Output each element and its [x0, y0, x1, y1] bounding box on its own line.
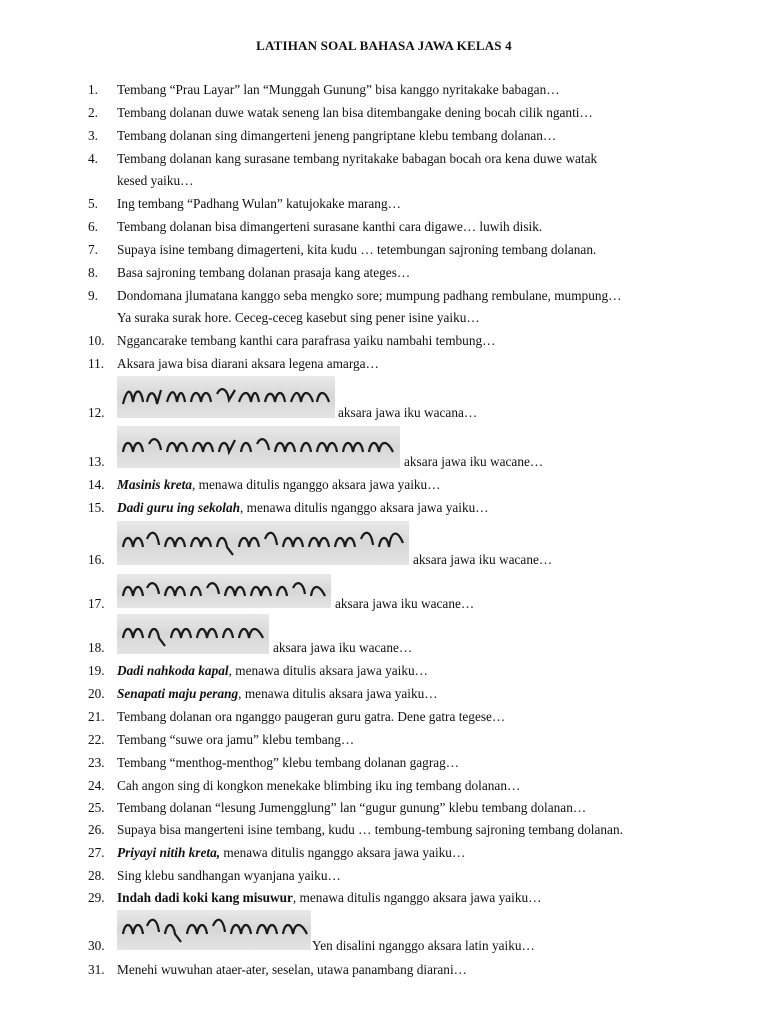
item-text: Tembang dolanan duwe watak seneng lan bisa ditembangake dening bocah cilik nganti…: [117, 105, 593, 120]
item-number: 2.: [88, 105, 98, 120]
item-number: 11.: [88, 356, 105, 371]
item-number: 31.: [88, 962, 105, 977]
item-number: 17.: [88, 596, 105, 611]
item-keyword: Dadi guru ing sekolah: [117, 500, 241, 515]
item-number: 9.: [88, 288, 98, 303]
item-number: 5.: [88, 196, 98, 211]
javanese-script-image: [117, 910, 311, 950]
item-text-continuation: kesed yaiku…: [117, 173, 194, 188]
item-text: , menawa ditulis aksara jawa yaiku…: [238, 686, 438, 701]
item-text: , menawa ditulis aksara jawa yaiku…: [228, 663, 428, 678]
item-text-continuation: Ya suraka surak hore. Ceceg-ceceg kasebut sing pener isine yaiku…: [117, 310, 480, 325]
item-text: menawa ditulis nganggo aksara jawa yaiku…: [220, 845, 466, 860]
item-number: 6.: [88, 219, 98, 234]
item-text: aksara jawa iku wacane…: [404, 454, 544, 469]
javanese-script-image: [117, 574, 331, 608]
item-text: Supaya bisa mangerteni isine tembang, kudu … tembung-tembung sajroning tembang dolanan.: [117, 822, 623, 837]
item-number: 1.: [88, 82, 98, 97]
item-text: , menawa ditulis nganggo aksara jawa yaiku…: [292, 890, 542, 905]
item-text: Tembang “Prau Layar” lan “Munggah Gunung” bisa kanggo nyritakake babagan…: [117, 82, 560, 97]
item-text: Tembang “menthog-menthog” klebu tembang dolanan gagrag…: [117, 755, 460, 770]
item-text: Nggancarake tembang kanthi cara parafrasa yaiku nambahi tembung…: [117, 333, 496, 348]
item-number: 18.: [88, 640, 105, 655]
item-text: Tembang “suwe ora jamu” klebu tembang…: [117, 732, 355, 747]
item-number: 19.: [88, 663, 105, 678]
item-text: aksara jawa iku wacana…: [338, 405, 478, 420]
item-keyword: Indah dadi koki kang misuwur: [117, 890, 293, 905]
item-text: aksara jawa iku wacane…: [273, 640, 413, 655]
item-number: 22.: [88, 732, 105, 747]
item-text: Menehi wuwuhan ataer-ater, seselan, utawa panambang diarani…: [117, 962, 467, 977]
item-text: Tembang dolanan bisa dimangerteni surasane kanthi cara digawe… luwih disik.: [117, 219, 543, 234]
item-number: 27.: [88, 845, 105, 860]
item-text: Aksara jawa bisa diarani aksara legena amarga…: [117, 356, 379, 371]
item-text: Cah angon sing di kongkon menekake blimbing iku ing tembang dolanan…: [117, 778, 521, 793]
item-text: Tembang dolanan kang surasane tembang nyritakake babagan bocah ora kena duwe watak: [117, 151, 598, 166]
item-number: 30.: [88, 938, 105, 953]
item-number: 3.: [88, 128, 98, 143]
item-text: Dondomana jlumatana kanggo seba mengko sore; mumpung padhang rembulane, mumpung…: [117, 288, 622, 303]
item-text: Basa sajroning tembang dolanan prasaja kang ateges…: [117, 265, 411, 280]
item-number: 24.: [88, 778, 105, 793]
javanese-script-image: [117, 521, 409, 565]
item-number: 12.: [88, 405, 105, 420]
item-text: Tembang dolanan sing dimangerteni jeneng pangriptane klebu tembang dolanan…: [117, 128, 557, 143]
item-keyword: Dadi nahkoda kapal: [117, 663, 229, 678]
item-text: aksara jawa iku wacane…: [335, 596, 475, 611]
page-title: LATIHAN SOAL BAHASA JAWA KELAS 4: [256, 38, 512, 53]
item-number: 8.: [88, 265, 98, 280]
item-keyword: Masinis kreta: [117, 477, 192, 492]
item-number: 14.: [88, 477, 105, 492]
item-number: 16.: [88, 552, 105, 567]
item-text: Sing klebu sandhangan wyanjana yaiku…: [117, 868, 341, 883]
item-text: Tembang dolanan “lesung Jumengglung” lan “gugur gunung” klebu tembang dolanan…: [117, 800, 587, 815]
item-text: aksara jawa iku wacane…: [413, 552, 553, 567]
item-number: 28.: [88, 868, 105, 883]
item-text: Yen disalini nganggo aksara latin yaiku…: [312, 938, 535, 953]
item-number: 13.: [88, 454, 105, 469]
item-keyword: Senapati maju perang: [117, 686, 239, 701]
item-text: Ing tembang “Padhang Wulan” katujokake marang…: [117, 196, 401, 211]
item-number: 4.: [88, 151, 98, 166]
item-text: , menawa ditulis nganggo aksara jawa yaiku…: [240, 500, 489, 515]
item-number: 26.: [88, 822, 105, 837]
item-number: 20.: [88, 686, 105, 701]
item-number: 15.: [88, 500, 105, 515]
item-number: 25.: [88, 800, 105, 815]
item-number: 21.: [88, 709, 105, 724]
item-number: 23.: [88, 755, 105, 770]
item-number: 29.: [88, 890, 105, 905]
javanese-script-image: [117, 614, 269, 654]
item-number: 10.: [88, 333, 105, 348]
item-text: Tembang dolanan ora nganggo paugeran guru gatra. Dene gatra tegese…: [117, 709, 506, 724]
item-text: Supaya isine tembang dimagerteni, kita kudu … tetembungan sajroning tembang dolanan.: [117, 242, 597, 257]
item-keyword: Priyayi nitih kreta,: [117, 845, 221, 860]
javanese-script-image: [117, 426, 400, 468]
javanese-script-image: [117, 376, 335, 418]
item-text: , menawa ditulis nganggo aksara jawa yaiku…: [192, 477, 441, 492]
item-number: 7.: [88, 242, 98, 257]
